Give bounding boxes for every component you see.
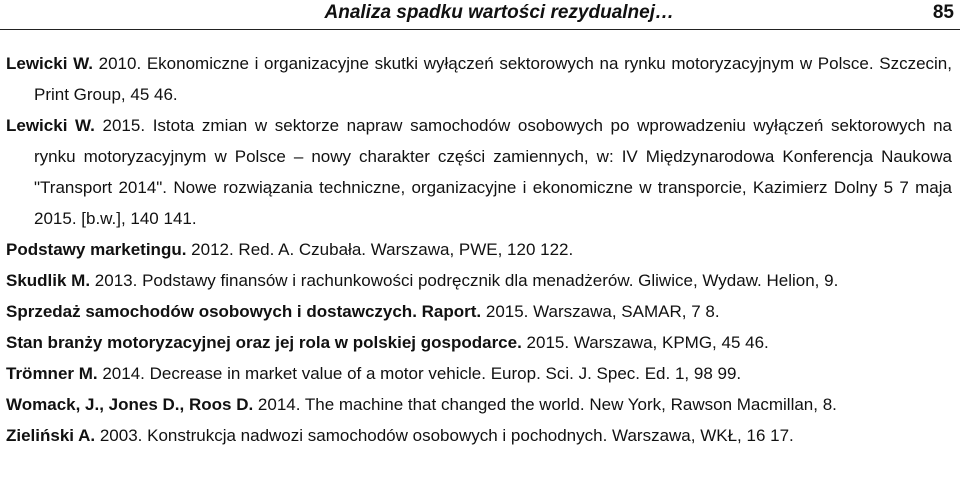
reference-details: 2012. Red. A. Czubała. Warszawa, PWE, 120 122. — [186, 240, 574, 259]
reference-author: Zieliński A. — [6, 426, 96, 445]
reference-author: Lewicki W. — [6, 54, 93, 73]
reference-author: Lewicki W. — [6, 116, 95, 135]
page-number: 85 — [932, 2, 954, 23]
reference-item — [6, 265, 952, 296]
reference-author: Trömner M. — [6, 364, 98, 383]
reference-author: Womack, J., Jones D., Roos D. — [6, 395, 254, 414]
reference-item — [6, 420, 952, 451]
reference-item — [6, 48, 952, 110]
reference-details: 2014. The machine that changed the world. New York, Rawson Macmillan, 8. — [253, 395, 837, 414]
reference-item — [6, 234, 952, 265]
running-title: Analiza spadku wartości rezydualnej… — [324, 2, 674, 23]
reference-details: 2015. Istota zmian w sektorze napraw samochodów osobowych po wprowadzeniu wyłączeń sektorowych na rynku motoryzacyjnym w Polsce – nowy charakter części zamiennych, w: IV Międzynarodowa Konferencja Naukowa "Transport 2014". Nowe rozwiązania techniczne, organizacyjne i ekonomiczne w transporcie, Kazimierz Dolny 5 7 maja 2015. [b.w.], 140 141. — [34, 116, 952, 228]
reference-details: 2014. Decrease in market value of a motor vehicle. Europ. Sci. J. Spec. Ed. 1, 98 99. — [97, 364, 742, 383]
reference-details: 2015. Warszawa, KPMG, 45 46. — [521, 333, 769, 352]
reference-list — [6, 48, 952, 451]
reference-item — [6, 110, 952, 234]
reference-title: Stan branży motoryzacyjnej oraz jej rola w polskiej gospodarce. — [6, 333, 522, 352]
reference-details: 2010. Ekonomiczne i organizacyjne skutki wyłączeń sektorowych na rynku motoryzacyjnym w Polsce. Szczecin, Print Group, 45 46. — [34, 54, 952, 104]
running-header — [0, 0, 960, 30]
reference-item — [6, 389, 952, 420]
reference-details: 2015. Warszawa, SAMAR, 7 8. — [481, 302, 720, 321]
reference-details: 2003. Konstrukcja nadwozi samochodów osobowych i pochodnych. Warszawa, WKŁ, 16 17. — [95, 426, 794, 445]
reference-details: 2013. Podstawy finansów i rachunkowości podręcznik dla menadżerów. Gliwice, Wydaw. Helion, 9. — [90, 271, 839, 290]
reference-author: Skudlik M. — [6, 271, 91, 290]
reference-item — [6, 358, 952, 389]
reference-author: Podstawy marketingu. — [6, 240, 187, 259]
reference-item — [6, 296, 952, 327]
reference-item — [6, 327, 952, 358]
reference-title: Sprzedaż samochodów osobowych i dostawczych. Raport. — [6, 302, 482, 321]
